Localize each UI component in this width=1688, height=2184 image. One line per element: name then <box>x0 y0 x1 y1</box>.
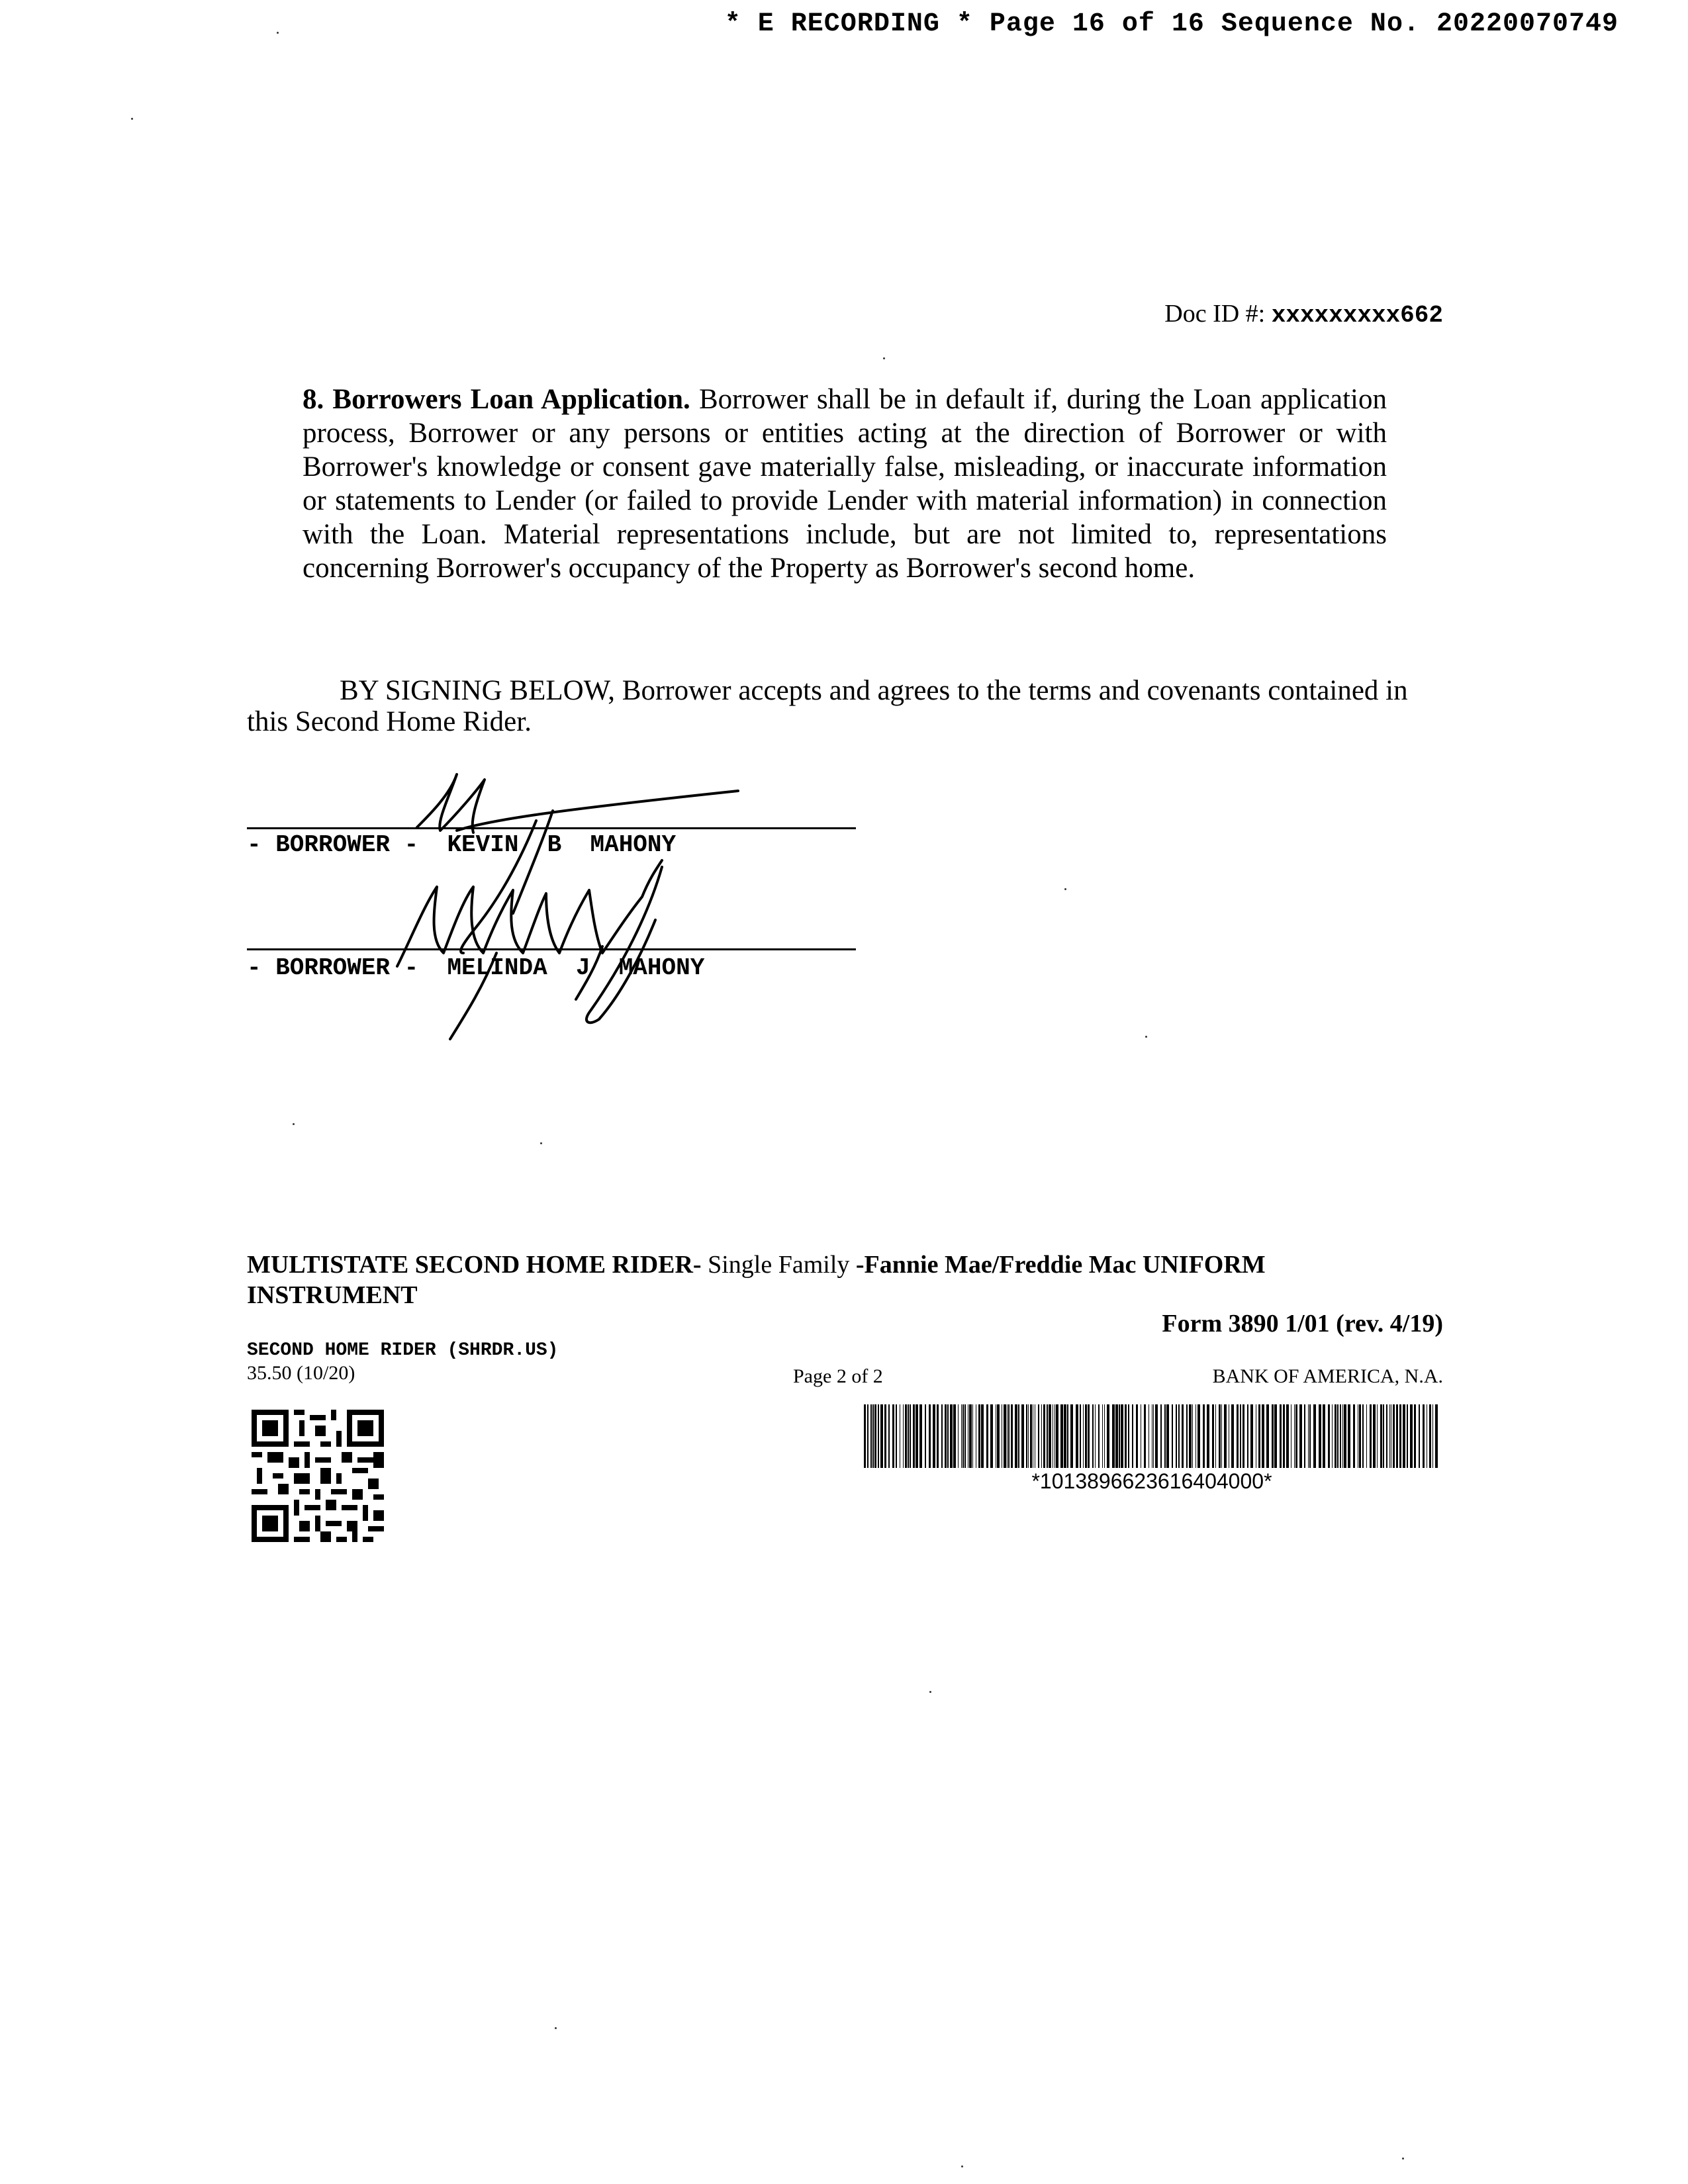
barcode-bar <box>878 1404 879 1468</box>
barcode-bar <box>1304 1404 1305 1468</box>
rider-code: SECOND HOME RIDER (SHRDR.US) <box>247 1340 559 1361</box>
barcode-bar <box>1085 1404 1087 1468</box>
barcode-bar <box>1212 1404 1214 1468</box>
barcode-bar <box>1166 1404 1169 1468</box>
barcode-bar <box>905 1404 907 1468</box>
signature-melinda-stroke-2 <box>586 867 662 1023</box>
barcode-bar <box>925 1404 926 1468</box>
barcode-bar <box>1172 1404 1173 1468</box>
barcode-bar <box>1410 1404 1413 1468</box>
barcode-bar <box>1125 1404 1127 1468</box>
barcode-bar <box>1396 1404 1398 1468</box>
section-8-body: Borrower shall be in default if, during the Loan application process, Borrower or any persons or entities acting at the direction of Borrower or with Borrower's knowledge or consent gave materially false, misleading, or inaccurate information or statements to Lender (or failed to provide Lender with material information) in connection with the Loan. Material representations include, but are not limited to, representations concerning Borrower's occupancy of the Property as Borrower's second home. <box>303 384 1387 584</box>
barcode-bar <box>997 1404 1000 1468</box>
page-number: Page 2 of 2 <box>793 1365 883 1387</box>
barcode-bar <box>884 1404 886 1468</box>
barcode-bar <box>1080 1404 1081 1468</box>
scan-speck <box>883 357 885 359</box>
barcode-bar <box>1155 1404 1158 1468</box>
barcode-bar <box>1176 1404 1177 1468</box>
barcode-bar <box>1240 1404 1241 1468</box>
barcode-bar <box>950 1404 953 1468</box>
barcode-bar <box>874 1404 876 1468</box>
scan-speck <box>1145 1036 1147 1038</box>
barcode-bar <box>1018 1404 1019 1468</box>
barcode-bar <box>1362 1404 1364 1468</box>
barcode-bar <box>1286 1404 1289 1468</box>
signature-melinda-stroke-3 <box>450 953 496 1039</box>
barcode <box>864 1404 1440 1468</box>
barcode-bar <box>1189 1404 1192 1468</box>
barcode-bar <box>908 1404 909 1468</box>
barcode-bar <box>1323 1404 1325 1468</box>
barcode-bar <box>972 1404 973 1468</box>
barcode-bar <box>1102 1404 1103 1468</box>
barcode-bar <box>986 1404 988 1468</box>
barcode-bar <box>1373 1404 1376 1468</box>
barcode-bar <box>1104 1404 1105 1468</box>
barcode-bar <box>1041 1404 1042 1468</box>
barcode-bar <box>1083 1404 1084 1468</box>
barcode-bar <box>1359 1404 1361 1468</box>
barcode-bar <box>1064 1404 1066 1468</box>
barcode-bar <box>941 1404 943 1468</box>
barcode-bar <box>1030 1404 1032 1468</box>
barcode-bar <box>958 1404 959 1468</box>
barcode-bar <box>1203 1404 1205 1468</box>
scan-speck <box>131 118 133 120</box>
barcode-bar <box>1112 1404 1115 1468</box>
barcode-bar <box>1429 1404 1431 1468</box>
barcode-bar <box>1164 1404 1166 1468</box>
barcode-bar <box>1403 1404 1405 1468</box>
barcode-bar <box>1076 1404 1078 1468</box>
barcode-bar <box>870 1404 872 1468</box>
barcode-bar <box>1283 1404 1285 1468</box>
section-8-heading: 8. Borrowers Loan Application. <box>303 384 690 415</box>
barcode-bar <box>1121 1404 1123 1468</box>
barcode-bar <box>864 1404 866 1468</box>
barcode-bar <box>1419 1404 1420 1468</box>
barcode-bar <box>1128 1404 1129 1468</box>
barcode-bar <box>1250 1404 1253 1468</box>
barcode-bar <box>1386 1404 1387 1468</box>
barcode-bar <box>1049 1404 1051 1468</box>
acceptance-statement <box>247 675 1438 737</box>
barcode-bar <box>962 1404 964 1468</box>
barcode-bar <box>1280 1404 1282 1468</box>
barcode-bar <box>1348 1404 1350 1468</box>
barcode-bar <box>1004 1404 1006 1468</box>
barcode-bar <box>1067 1404 1068 1468</box>
barcode-bar <box>1340 1404 1341 1468</box>
barcode-number: *1013896623616404000* <box>1031 1469 1272 1493</box>
barcode-bar <box>961 1404 962 1468</box>
barcode-bar <box>1153 1404 1154 1468</box>
section-8-paragraph <box>303 383 1387 585</box>
barcode-bar <box>1335 1404 1336 1468</box>
barcode-bar <box>978 1404 980 1468</box>
barcode-bar <box>969 1404 972 1468</box>
barcode-bar <box>1243 1404 1244 1468</box>
barcode-bar <box>1026 1404 1027 1468</box>
barcode-bar <box>1272 1404 1274 1468</box>
barcode-bar <box>1342 1404 1343 1468</box>
rider-title-bold-1: MULTISTATE SECOND HOME RIDER- <box>247 1251 702 1279</box>
rider-title-bold-2: -Fannie Mae/Freddie Mac UNIFORM INSTRUMENT <box>247 1251 1266 1309</box>
qr-code <box>252 1410 384 1542</box>
barcode-bar <box>1231 1404 1234 1468</box>
barcode-bar <box>937 1404 939 1468</box>
barcode-bar <box>1366 1404 1367 1468</box>
rider-title <box>247 1250 1438 1310</box>
barcode-bar <box>1295 1404 1297 1468</box>
barcode-bar <box>1344 1404 1346 1468</box>
barcode-bar <box>945 1404 947 1468</box>
barcode-bar <box>1107 1404 1109 1468</box>
bank-name: BANK OF AMERICA, N.A. <box>1212 1365 1443 1387</box>
rider-version: 35.50 (10/20) <box>247 1362 355 1384</box>
handwritten-signatures <box>371 754 781 1046</box>
barcode-bar <box>1308 1404 1309 1468</box>
barcode-bar <box>867 1404 868 1468</box>
barcode-bar <box>1432 1404 1433 1468</box>
barcode-bar <box>1383 1404 1384 1468</box>
barcode-bar <box>915 1404 918 1468</box>
barcode-bar <box>903 1404 904 1468</box>
barcode-bar <box>1380 1404 1382 1468</box>
barcode-bar <box>1258 1404 1260 1468</box>
scan-speck <box>1064 888 1066 890</box>
barcode-bar <box>880 1404 883 1468</box>
doc-id-label: Doc ID #: <box>1164 300 1266 328</box>
barcode-bar <box>1186 1404 1188 1468</box>
barcode-bar <box>1207 1404 1209 1468</box>
barcode-bar <box>1070 1404 1073 1468</box>
barcode-bar <box>1399 1404 1401 1468</box>
barcode-bar <box>1377 1404 1378 1468</box>
barcode-bar <box>1215 1404 1216 1468</box>
barcode-bar <box>1144 1404 1146 1468</box>
form-number: Form 3890 1/01 (rev. 4/19) <box>1162 1310 1443 1338</box>
barcode-bar <box>1319 1404 1321 1468</box>
barcode-bar <box>896 1404 897 1468</box>
barcode-bar <box>1370 1404 1372 1468</box>
barcode-bar <box>1435 1404 1438 1468</box>
barcode-bar <box>1132 1404 1133 1468</box>
barcode-bar <box>1197 1404 1200 1468</box>
rider-title-normal: Single Family <box>701 1251 856 1279</box>
barcode-bar <box>1028 1404 1029 1468</box>
barcode-bar <box>1266 1404 1269 1468</box>
signature-kevin-stroke-2 <box>457 791 738 831</box>
barcode-bar <box>1178 1404 1180 1468</box>
barcode-bar <box>929 1404 931 1468</box>
doc-id <box>1164 299 1443 329</box>
barcode-bar <box>1224 1404 1227 1468</box>
barcode-bar <box>1160 1404 1162 1468</box>
barcode-bar <box>1047 1404 1048 1468</box>
barcode-bar <box>1389 1404 1390 1468</box>
borrower-label-1: - BORROWER - KEVIN B MAHONY <box>247 831 677 858</box>
signature-melinda-stroke-4 <box>576 946 602 999</box>
barcode-bar <box>1088 1404 1090 1468</box>
barcode-bar <box>1092 1404 1094 1468</box>
barcode-bar <box>1011 1404 1013 1468</box>
signature-kevin-stroke-1 <box>417 774 485 833</box>
scan-speck <box>1402 2158 1404 2160</box>
barcode-bar <box>1247 1404 1248 1468</box>
barcode-bar <box>1299 1404 1302 1468</box>
scan-speck <box>293 1123 295 1125</box>
barcode-bar <box>1294 1404 1295 1468</box>
barcode-bar <box>953 1404 956 1468</box>
barcode-bar <box>1098 1404 1100 1468</box>
barcode-bar <box>1115 1404 1118 1468</box>
barcode-bar <box>888 1404 890 1468</box>
barcode-bar <box>1043 1404 1045 1468</box>
barcode-bar <box>1056 1404 1058 1468</box>
scan-speck <box>929 1691 931 1693</box>
barcode-bar <box>1237 1404 1239 1468</box>
acceptance-text: BY SIGNING BELOW, Borrower accepts and agrees to the terms and covenants contained in this Second Home Rider. <box>247 675 1408 737</box>
barcode-bar <box>1332 1404 1333 1468</box>
barcode-bar <box>1414 1404 1416 1468</box>
barcode-bar <box>1008 1404 1009 1468</box>
scan-speck <box>277 32 279 34</box>
barcode-bar <box>1021 1404 1024 1468</box>
scan-speck <box>961 2165 963 2167</box>
barcode-bar <box>1038 1404 1039 1468</box>
barcode-bar <box>910 1404 911 1468</box>
barcode-bar <box>1095 1404 1096 1468</box>
barcode-bar <box>933 1404 935 1468</box>
barcode-bar <box>1119 1404 1120 1468</box>
barcode-bar <box>1219 1404 1221 1468</box>
barcode-bar <box>1262 1404 1264 1468</box>
barcode-bar <box>892 1404 894 1468</box>
barcode-bar <box>919 1404 922 1468</box>
barcode-bar <box>1060 1404 1063 1468</box>
barcode-bar <box>1007 1404 1008 1468</box>
barcode-bar <box>964 1404 966 1468</box>
barcode-bar <box>990 1404 993 1468</box>
barcode-bar <box>913 1404 915 1468</box>
barcode-bar <box>1221 1404 1222 1468</box>
barcode-bar <box>1309 1404 1311 1468</box>
barcode-bar <box>1423 1404 1425 1468</box>
barcode-bar <box>1328 1404 1330 1468</box>
barcode-bar <box>1182 1404 1184 1468</box>
doc-id-value: xxxxxxxxx662 <box>1271 302 1443 329</box>
barcode-bar <box>1136 1404 1138 1468</box>
scan-speck <box>555 2027 557 2029</box>
barcode-bar <box>981 1404 984 1468</box>
barcode-bar <box>947 1404 949 1468</box>
barcode-bar <box>1353 1404 1355 1468</box>
borrower-label-2: - BORROWER - MELINDA J MAHONY <box>247 954 705 981</box>
barcode-bar <box>1313 1404 1316 1468</box>
scan-speck <box>540 1142 542 1144</box>
barcode-bar <box>872 1404 874 1468</box>
barcode-bar <box>1407 1404 1408 1468</box>
signature-melinda-stroke-1 <box>397 860 662 966</box>
barcode-bar <box>1274 1404 1277 1468</box>
barcode-bar <box>1192 1404 1193 1468</box>
barcode-bar <box>1015 1404 1017 1468</box>
barcode-bar <box>1337 1404 1338 1468</box>
barcode-bar <box>1393 1404 1395 1468</box>
recording-header: * E RECORDING * Page 16 of 16 Sequence No. 20220070749 <box>724 9 1618 39</box>
